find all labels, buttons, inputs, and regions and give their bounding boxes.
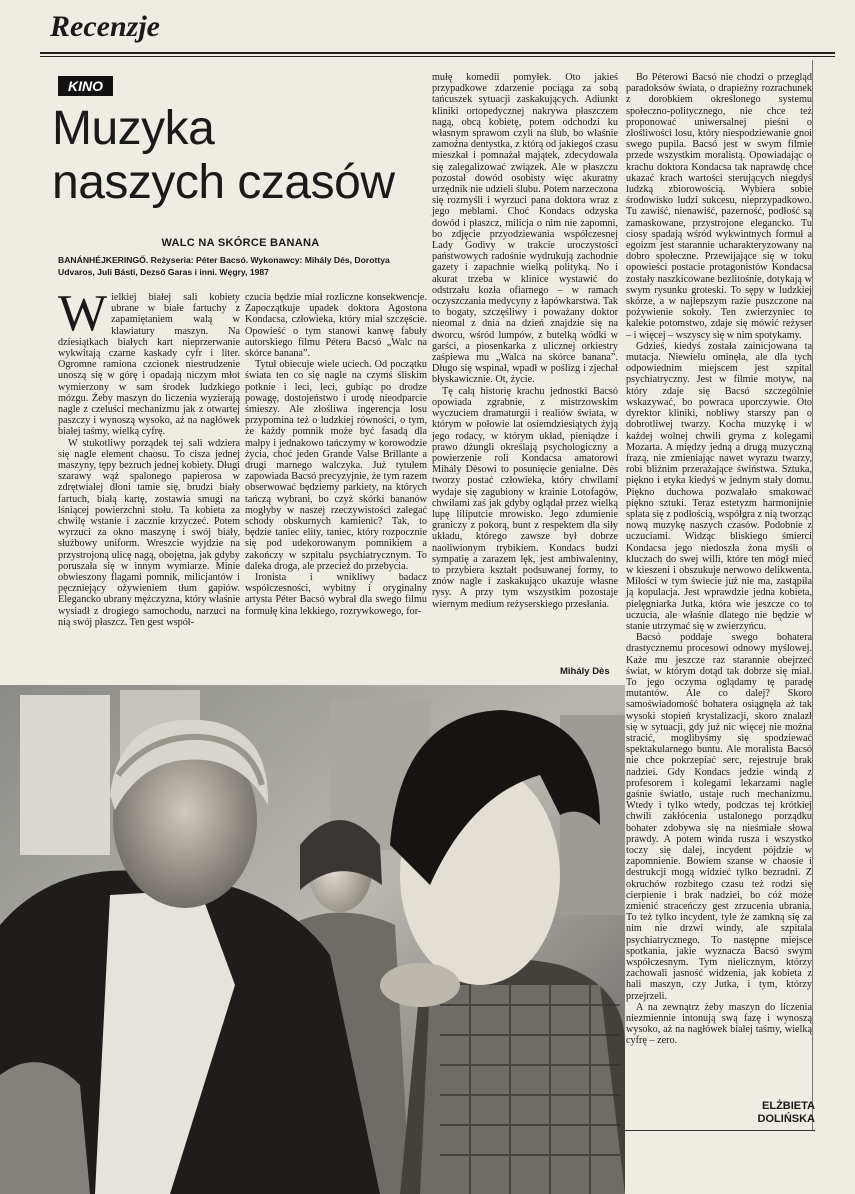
title-line-1: Muzyka	[52, 102, 215, 155]
review2-paragraph-3: Bacsó poddaje swego bohatera drastycznemu procesowi odnowy myślowej. Każe mu jeszcze raz starannie obejrzeć świat, w którym dotąd tak dobrze się miał. To jego oczyma oglądamy tę paradę mutantów. Ale co dalej? Skoro samoświadomość bohatera osiągnęła aż tak wysoki stopień krystalizacji, skoro znalazł się w sytuacji, gdy już nic więcej nie można stracić, moglibyśmy się spodziewać spektakularnego buntu. Ale moralista Bacsó nie chce pokrzepiać serc, rejestruje brak nadziei. Gdy Kondacs jedzie windą z profesorem i kolegami lekarzami nagle gaśnie światło, ustaje ruch mechanizmu. Wtedy i tylko wtedy, podczas tej krótkiej chwili zakłócenia ustalonego porządku bohater zdobywa się na nieśmiałe słowa prawdy. A potem winda rusza i wszystko toczy się dalej, incydent pójdzie w zapomnienie. Bowiem szanse w chaosie i destrukcji mogą widzieć tylko bezradni. Z okruchów rozbitego czasu też rodzi się cierpienie i brak nadziei, bo cóż może zmienić straceńczy gest zrzucenia ubrania. To też tylko incydent, tyle że zamkną się za nim nie drzwi windy, ale szpitala psychiatrycznego. To następne miejsce spotkania, jakie wyznacza Bacsó swym współczesnym. Tym nielicznym, którzy zachowali jasność widzenia, jak kobieta z hali maszyn, czy Jutka, i tym, którzy przejrzeli.	[626, 632, 812, 1002]
right-column-rule	[812, 60, 813, 1130]
film-still-photo	[0, 685, 625, 1194]
review1-paragraph-7: Tę całą historię krachu jednostki Bacsó opowiada zgrabnie, z mistrzowskim wyczuciem dramaturgii i realiów świata, w którym w połowie lat osiemdziesiątych żyją jego rodacy, w którym układ, pieniądze i prawo dżungli określają psychologiczny a powierzenie roli Kondacsa amatorowi Mihály Dèsowi to posunięcie genialne. Dès tworzy postać człowieka, który chwilami wydaje się zagubiony w krainie Lotofagów, chwilami zaś jak gdyby oglądał przez wielką lupę liliputcie mrowisko. Jego zdumienie graniczy z pokorą, bunt z respektem dla siły układu, którego zawsze był dobrze naoliwionym trybikiem. Kondacs budzi sympatię a zarazem lęk, jest ambiwalentny, to przybiera kształt podsuwanej formy, to znów nagle i zaskakująco ukazuje własne rysy. A przy tym wszystkim pozostaje wiernym medium reżyserskiego przesłania.	[432, 385, 618, 610]
review1-column-3	[432, 72, 618, 610]
section-heading: Recenzje	[50, 10, 160, 43]
review1-paragraph-5: Ironista i wnikliwy badacz współczesności, wybitny i oryginalny artysta Péter Bacsó wybrał dla swego filmu formułę kina lekkiego, rozrywkowego, for-	[245, 572, 427, 617]
review2-author	[755, 1100, 815, 1126]
review1-column-2	[245, 292, 427, 617]
review1-paragraph-4: Tytuł obiecuje wiele uciech. Od początku świata ten co się nagle na czymś śliskim potknie i leci, leci, gubiąc po drodze powagę, dostojeństwo i urodę nieodparcie śmieszy. Ale złośliwa ingerencja losu przypomina też o ludzkiej równości, o tym, że każdy pomnik może być fasadą dla małpy i jednakowo tańczymy w korowodzie życia, choć jeden Grande Valse Brillante a drugi marnego walczyka. Już tytułem zapowiada Bacsó precyzyjnie, że tym razem obserwować będziemy parkiety, na których tańczą wybrani, bo czyż skórki bananów mogłyby w naszej rzeczywistości zalegać schody obskurnych kamienic? Tak, to będzie taniec elity, taniec, który rozpocznie się pod udekorowanym pomnikiem a zakończy w szpitalu psychiatrycznym. To daleka droga, ale przecież do przebycia.	[245, 359, 427, 572]
review2-paragraph-2: Gdzieś, kiedyś została zainicjowana ta mutacja. Niewielu ominęła, ale dla tych odpowiednim miejscem jest szpital psychiatryczny. Jest w filmie motyw, na który zdaje się Bacsó szczególnie wskazywać, bo powraca uporczywie. Oto dyrektor kliniki, nobliwy starszy pan o dobrotliwej twarzy. Kocha muzykę i w każdej wolnej chwili gryma z kolegami Mozarta. A między jedną a drugą muzyczną frazą, nie zmieniając nawet wyrazu twarzy, robi bliźnim przerażające świństwa. Sztuka, piękno i etyka kiedyś w jednym stały domu. Piękno duchowa pozwalało smakować piękno sztuki. Teraz estetyzm harmonijnie splata się z podłością, współgra z nią tworząc nową muzykę naszych czasów. Podobnie z uczuciami. Widząc bliskiego śmierci Kondacsa jego niedoszła żona myśli o kluczach do swej willi, które ten mógł mieć w kieszeni i obszukuje nerwowo delikwenta. Miłości w tym świecie już nie ma, zastąpiła ją kopulacja. Jest wprawdzie jedna kobieta, pielęgniarka Jutka, która wie jeszcze co to uczucia, ale właśnie dlatego nie będzie w stanie utrzymać się w zwierzyńcu.	[626, 340, 812, 632]
review1-paragraph-3: czucia będzie miał rozliczne konsekwencje. Zapoczątkuje upadek doktora Agostona Kondacsa, człowieka, który miał szczęście. Opowieść o tym stanowi kanwę fabuły autorskiego filmu Pétera Bacsó „Walc na skórce banana”.	[245, 292, 427, 360]
review2-column	[626, 72, 812, 1047]
review2-author-line-2: DOLIŃSKA	[757, 1113, 815, 1125]
film-credits: BANÁNHÉJKERINGŐ. Reżyseria: Péter Bacsó. Wykonawcy: Mihály Dés, Dorottya Udvaros, Juli Básti, Dezső Garas i inni. Węgry, 1987	[58, 255, 390, 277]
review1-paragraph-1	[58, 285, 240, 438]
drop-cap: W	[58, 285, 108, 342]
review1-author: Mihály Dès	[560, 666, 610, 677]
top-rule	[40, 52, 835, 54]
review1-paragraph-6: mułę komedii pomyłek. Oto jakieś przypadkowe zdarzenie pociąga za sobą tańcuszek sytuacji zaskakujących. Adiunkt kliniki ortopedycznej nakrywa płaszczem nagą, obcą kobietę, potem odchodzi ku własnym sprawom czyli na ślub, bo właśnie zamożna dentystka, z którą od jakiegoś czasu mieszkał i pomnażał majątek, zdecydowała się zalegalizować związek. Ale w płaszczu pozostał dowód osobisty więc akuratny urzędnik nie udzieli ślubu. Potem narzeczona się rozmyśli i wyrzuci pana doktora wraz z jego meblami. Choć Kondacs odzyska dowód i płaszcz, milicja o nim nie zapomni, bo zdjęcie przyodziewania współczesnej Lady Godivy w trakcie uroczystości państwowych radośnie wydrukują zachodnie gazety i zapachnie wielką polityką. No i akurat trzeba w klinice wystawić do odstrzału kozła ofiarnego – w ramach oczyszczania medycyny z łapówkarstwa. Tak to bogaty, szczęśliwy i poważany doktor nieomal z dnia na dzień znajdzie się na dworcu, wśród lumpów, z butelką wódki w garści, a piosenkarka z ulicznej orkiestry zaśpiewa mu „Walca na skórce banana”. Długo się wspinał, wpadł w poślizg i zjechał błyskawicznie. Ot, życie.	[432, 72, 618, 386]
article-title	[52, 102, 422, 210]
film-still-image	[0, 685, 625, 1194]
title-line-2: naszych czasów	[52, 156, 395, 209]
review2-author-line-1: ELŻBIETA	[762, 1100, 815, 1112]
review1-paragraph-2: W stukotliwy porządek tej sali wdziera się nagle element chaosu. To cisza jednej maszyny, tępy bezruch jednej kobiety. Długi szarawy wąż spalonego papierosa w zdrętwiałej dłoni tamie się, brudzi biały fartuch, białą kartę, zostawia smugi na lśniącej powierzchni stołu. Ta kobieta za chwilę wstanie i zacznie krzyczeć. Potem wyrzuci za okno maszynę i swój biały, służbowy uniform. Wreszcie wyjdzie na przystrojoną ulicę nagą, obojętna, jak gdyby poruszała się w innym wymiarze. Minie obwieszony flagami pomnik, milicjantów i pęczniejący ożywieniem tłum gapiów. Elegancko ubrany mężczyzna, który właśnie wysiadł z drogiego samochodu, narzuci na nią swój płaszcz. Ten gest współ-	[58, 437, 240, 628]
review1-p1-text: ielkiej białej sali kobiety ubrane w białe fartuchy z zapamiętaniem walą w klawiatury maszyn. Na dziesiątkach białych kart nieprzerwanie wykwitają czarne kaskady cyfr i liter. Ogromne ramiona czcionek niestrudzenie unoszą się w górę i opadają niczym młot wymierzony w sam środek ludzkiego mózgu. Żeby maszyn do liczenia wyzierają nagle z czeluści mechanizmu jak z otwartej paszczy i wynoszą wysoko, aż na nagłówek białej taśmy, wielką cyfrę.	[58, 292, 240, 438]
review2-paragraph-4: A na zewnątrz żeby maszyn do liczenia niezmiennie intonują swą fazę i wynoszą wysoko, aż na nagłówek białej taśmy, wielką cyfrę – zero.	[626, 1001, 812, 1047]
top-rule-thin	[40, 56, 835, 57]
review1-column-1	[58, 285, 240, 628]
film-title: WALC NA SKÓRCE BANANA	[161, 237, 320, 249]
bottom-rule	[625, 1130, 815, 1131]
kicker-label: KINO	[58, 76, 113, 96]
review2-paragraph-1: Bo Péterowi Bacsó nie chodzi o przegląd paradoksów świata, o drapieżny rozrachunek z dorobkiem określonego systemu społeczno-politycznego, nie chce też proponować uniwersalnej pieśni o złośliwości losu, który niespodziewanie gnoi swego pupila. Bacsó jest w swym filmie przede wszystkim moralistą. Opowiadając o krachu doktora Kondacsa tak naprawdę chce ukazać krach wartości sterujących niegdyś ludzką zbiorowością. Wybiera sobie środowisko ludzi sukcesu, nieprzypadkowo. Tu zawiść, nienawiść, pazerność, podłość są zamaskowane, przystrojone elegancko. Tu ciosy spadają wśród wykwintnych formuł a egoizm jest starannie ucharakteryzowany na dobro społeczne. Przewijające się w toku opowieści postacie protagonistów Kondacsa zostały naszkicowane bezlitośnie, dotykają w swym rysunku groteski. To sępy w ludzkiej skórze, a w najlepszym razie puszczone na pożywienie sokoły. Ten zwierzyniec to kalekie potomstwo, zdaje się mówić reżyser – i więcej – wszyscy się w nim spotykamy.	[626, 72, 812, 341]
